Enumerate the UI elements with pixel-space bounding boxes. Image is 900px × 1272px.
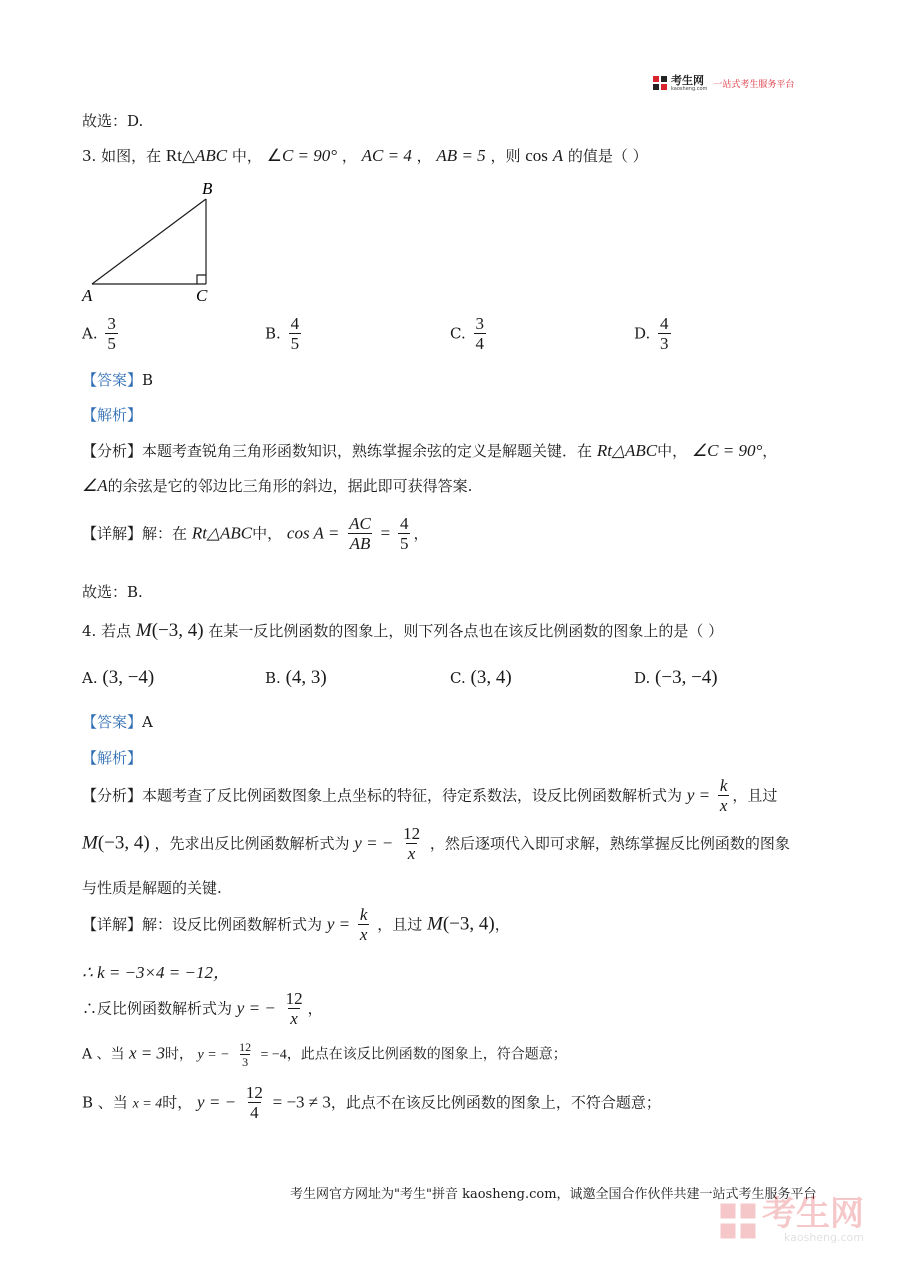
fraction-numerator: 4 bbox=[290, 314, 300, 333]
q3-zhong: 中， bbox=[231, 147, 262, 165]
option-letter: C. bbox=[450, 324, 466, 343]
step2-fraction bbox=[284, 990, 305, 1029]
q3-c-eq: C = 90° bbox=[281, 146, 338, 165]
option-letter: C. bbox=[450, 669, 466, 687]
xiangjie-rt-abc: Rt△ABC bbox=[191, 523, 253, 543]
q4-point-coords: (−3, 4) bbox=[151, 620, 204, 641]
xiangjie-fraction-k-x bbox=[358, 906, 370, 945]
q4-option-c bbox=[450, 667, 512, 689]
xiangjie-mid: 中， bbox=[252, 524, 283, 543]
check-fraction bbox=[244, 1084, 265, 1123]
option-value: (4, 3) bbox=[285, 667, 327, 688]
xiangjie-fraction-4-5 bbox=[398, 515, 411, 554]
q4-option-b bbox=[265, 667, 327, 689]
q4-step-k: ∴ k = −3×4 = −12， bbox=[82, 963, 230, 982]
option-letter: D. bbox=[634, 324, 651, 343]
q4-stem-suffix: 在某一反比例函数的图象上，则下列各点也在该反比例函数的图象上的是（ ） bbox=[208, 622, 724, 640]
fraction-numerator: 12 bbox=[403, 824, 421, 843]
kaosheng-logo-icon bbox=[652, 75, 668, 91]
fenxi-angle-a: ∠A bbox=[82, 476, 108, 495]
q3-abc: ABC bbox=[195, 146, 228, 165]
q3-answer bbox=[82, 369, 153, 390]
xiangjie-fraction-ac-ab bbox=[347, 515, 373, 554]
q4-stem bbox=[82, 620, 723, 642]
q4-jiexi-tag: 【解析】 bbox=[82, 749, 143, 767]
fraction-numerator: 12 bbox=[239, 1040, 252, 1054]
xiangjie-cos-a: cos A = bbox=[286, 523, 340, 543]
option-letter: A. bbox=[82, 669, 98, 687]
watermark-logo-icon bbox=[718, 1201, 758, 1241]
fenxi-text-b: ，然后逐项代入即可求解，熟练掌握反比例函数的图象 bbox=[429, 834, 790, 853]
q3-comma2: ， bbox=[416, 147, 432, 165]
logo-domain: kaosheng.com bbox=[671, 85, 708, 92]
check-pre: B 、当 bbox=[82, 1093, 128, 1112]
fraction-numerator: 4 bbox=[660, 314, 669, 333]
fraction-numerator: 12 bbox=[285, 989, 303, 1008]
logo-text-block bbox=[671, 75, 707, 92]
q4-option-a bbox=[82, 667, 154, 689]
vertex-b-label: B bbox=[202, 179, 213, 198]
fraction-denominator: 5 bbox=[399, 534, 409, 553]
q4-fenxi-line3: 与性质是解题的关键. bbox=[82, 879, 222, 897]
q4-xiangjie bbox=[82, 906, 510, 945]
step2-end: ， bbox=[307, 999, 323, 1018]
fenxi-tag: 【分析】 bbox=[82, 442, 143, 460]
side-ab bbox=[92, 199, 206, 284]
q4-point-m: M bbox=[135, 620, 152, 641]
fraction-numerator: 3 bbox=[475, 314, 484, 333]
check-when: 时， bbox=[162, 1093, 193, 1112]
xiangjie-point-m: M bbox=[427, 913, 443, 935]
fraction-numerator: 3 bbox=[107, 314, 116, 333]
q4-check-option-a bbox=[82, 1040, 567, 1069]
q3-fenxi-line2 bbox=[82, 475, 472, 496]
fraction-numerator: AC bbox=[349, 514, 371, 533]
fraction-denominator: x bbox=[719, 796, 728, 815]
right-angle-mark bbox=[197, 275, 206, 284]
q3-stem-suffix: 的值是（ ） bbox=[567, 147, 648, 165]
q3-triangle-figure bbox=[78, 178, 228, 308]
check-result: = −3 ≠ 3 bbox=[272, 1092, 331, 1112]
q3-jiexi-tag: 【解析】 bbox=[82, 406, 143, 424]
fraction-denominator: 3 bbox=[242, 1055, 249, 1069]
option-value: (3, −4) bbox=[102, 667, 155, 688]
vertex-c-label: C bbox=[196, 286, 208, 305]
option-letter: A. bbox=[82, 324, 98, 343]
q3-fenxi-line1 bbox=[82, 440, 777, 461]
option-fraction bbox=[105, 315, 118, 354]
fenxi-text-a: ，先求出反比例函数解析式为 bbox=[154, 834, 350, 853]
option-fraction bbox=[289, 315, 302, 354]
option-fraction bbox=[658, 315, 671, 354]
answer-tag: 【答案】 bbox=[82, 713, 143, 731]
check-result: = −4 bbox=[260, 1047, 287, 1063]
q2-conclusion: 故选：D. bbox=[82, 112, 144, 130]
fenxi-angle-c: ∠C = 90° bbox=[691, 441, 763, 460]
fenxi-tag: 【分析】 bbox=[82, 786, 143, 805]
q3-comma1: ， bbox=[341, 147, 357, 165]
watermark-text-block bbox=[762, 1194, 864, 1244]
q3-then: ，则 bbox=[490, 147, 521, 165]
check-post: ，此点在该反比例函数的图象上，符合题意； bbox=[286, 1046, 567, 1063]
page-footer: 考生网官方网址为"考生"拼音 kaosheng.com，诚邀全国合作伙伴共建一站式考生服务平台 bbox=[290, 1187, 817, 1202]
option-value: (3, 4) bbox=[470, 667, 512, 688]
vertex-a-label: A bbox=[82, 286, 93, 305]
watermark-domain: kaosheng.com bbox=[783, 1231, 864, 1244]
option-letter: B. bbox=[265, 669, 281, 687]
check-pre: A 、当 bbox=[82, 1046, 125, 1063]
fenxi-end: ， bbox=[762, 442, 778, 460]
xiangjie-pre: 解：设反比例函数解析式为 bbox=[142, 915, 323, 934]
check-fraction bbox=[237, 1040, 253, 1069]
fraction-denominator: 5 bbox=[290, 334, 300, 353]
xiangjie-end: ， bbox=[494, 915, 510, 934]
step2-y-eq: y = − bbox=[236, 998, 276, 1018]
q3-stem-prefix: 3. 如图，在 bbox=[82, 147, 162, 165]
fraction-denominator: 4 bbox=[250, 1103, 259, 1122]
q3-a: A bbox=[552, 146, 564, 165]
fenxi-fraction-12-x bbox=[401, 825, 422, 864]
option-value: (−3, −4) bbox=[655, 667, 718, 688]
xiangjie-point-coords: (−3, 4) bbox=[442, 913, 495, 935]
fenxi-point-coords: (−3, 4) bbox=[97, 832, 150, 854]
q3-option-d bbox=[634, 315, 674, 354]
q4-fenxi-line1 bbox=[82, 777, 777, 816]
header-logo bbox=[652, 73, 794, 93]
q4-check-option-b bbox=[82, 1084, 661, 1123]
watermark-name: 考生网 bbox=[762, 1194, 864, 1234]
check-y: y = − bbox=[197, 1092, 237, 1112]
equals-sign: = bbox=[380, 523, 391, 543]
q4-step-function bbox=[82, 990, 323, 1029]
check-post: ，此点不在该反比例函数的图象上，不符合题意； bbox=[330, 1093, 661, 1112]
q3-angle-symbol: ∠ bbox=[266, 146, 282, 165]
q3-conclusion: 故选：B. bbox=[82, 583, 143, 601]
fenxi-end: ，且过 bbox=[732, 786, 778, 805]
q4-stem-prefix: 4. 若点 bbox=[82, 622, 132, 640]
fenxi-text: 本题考查锐角三角形函数知识，熟练掌握余弦的定义是解题关键．在 bbox=[142, 442, 593, 460]
q3-ab-eq: AB = 5 bbox=[436, 146, 486, 165]
xiangjie-mid: ，且过 bbox=[377, 915, 423, 934]
xiangjie-tag: 【详解】 bbox=[82, 524, 143, 543]
fenxi-text: 的余弦是它的邻边比三角形的斜边，据此即可获得答案. bbox=[107, 477, 473, 495]
logo-slogan: 一站式考生服务平台 bbox=[713, 79, 795, 90]
fraction-numerator: 4 bbox=[399, 514, 409, 533]
xiangjie-tag: 【详解】 bbox=[82, 915, 143, 934]
q3-cos: cos bbox=[525, 146, 548, 165]
fenxi-mid: 中， bbox=[657, 442, 688, 460]
q3-ac-eq: AC = 4 bbox=[361, 146, 412, 165]
q3-option-a bbox=[82, 315, 121, 354]
option-letter: B. bbox=[265, 324, 281, 343]
q3-rt: Rt△ bbox=[165, 146, 196, 165]
fraction-numerator: k bbox=[719, 776, 728, 795]
fraction-denominator: x bbox=[407, 844, 416, 863]
fenxi-rt-abc: Rt△ABC bbox=[596, 441, 658, 460]
xiangjie-y-eq: y = bbox=[326, 914, 351, 934]
fraction-numerator: k bbox=[359, 905, 368, 924]
q4-fenxi-line2 bbox=[82, 825, 790, 864]
fenxi-text: 本题考查了反比例函数图象上点坐标的特征，待定系数法，设反比例函数解析式为 bbox=[142, 786, 683, 805]
watermark bbox=[718, 1194, 864, 1244]
fenxi-y-eq: y = − bbox=[354, 833, 394, 853]
option-letter: D. bbox=[634, 669, 651, 687]
fraction-denominator: 3 bbox=[660, 334, 669, 353]
check-when: 时， bbox=[165, 1046, 194, 1063]
answer-value: B bbox=[142, 371, 154, 389]
fraction-denominator: x bbox=[359, 925, 368, 944]
q3-option-c bbox=[450, 315, 489, 354]
answer-tag: 【答案】 bbox=[82, 371, 143, 389]
q4-option-d bbox=[634, 667, 718, 689]
q3-stem bbox=[82, 145, 648, 166]
check-y: y = − bbox=[197, 1047, 230, 1063]
step2-pre: ∴反比例函数解析式为 bbox=[82, 999, 233, 1018]
fenxi-point-m: M bbox=[82, 832, 98, 854]
answer-value: A bbox=[142, 713, 153, 731]
q3-xiangjie bbox=[82, 515, 429, 554]
q3-option-b bbox=[265, 315, 304, 354]
xiangjie-pre: 解：在 bbox=[142, 524, 188, 543]
fraction-denominator: AB bbox=[349, 534, 371, 553]
q4-answer bbox=[82, 711, 153, 732]
logo-name: 考生网 bbox=[671, 73, 704, 87]
xiangjie-end: ， bbox=[413, 524, 429, 543]
option-fraction bbox=[474, 315, 487, 354]
fraction-denominator: x bbox=[290, 1009, 298, 1028]
check-x: x = 4 bbox=[132, 1096, 163, 1112]
fraction-numerator: 12 bbox=[245, 1083, 263, 1102]
fenxi-y-eq: y = bbox=[686, 785, 711, 805]
fraction-denominator: 4 bbox=[475, 334, 484, 353]
fenxi-fraction-k-x bbox=[718, 777, 730, 816]
fraction-denominator: 5 bbox=[107, 334, 116, 353]
check-x: x = 3 bbox=[129, 1043, 166, 1063]
